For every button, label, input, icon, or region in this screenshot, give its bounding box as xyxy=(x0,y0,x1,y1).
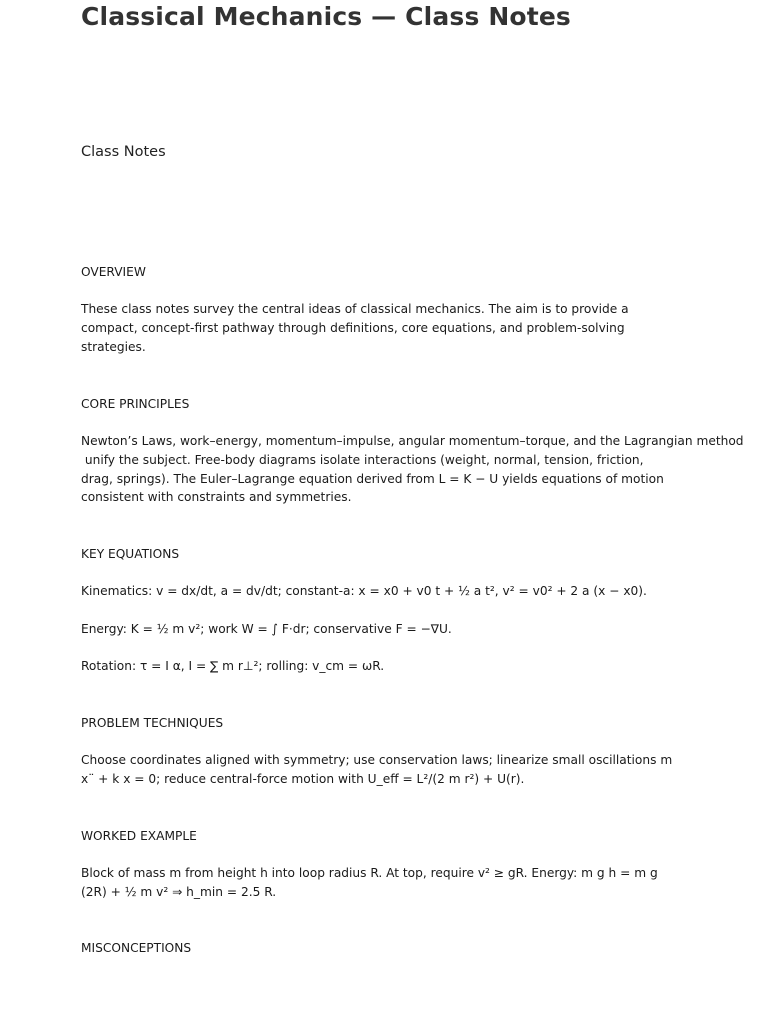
text-line: strategies. xyxy=(81,339,146,354)
section-heading-key-equations: KEY EQUATIONS xyxy=(81,547,180,561)
overview-paragraph xyxy=(81,300,629,356)
text-line: drag, springs). The Euler–Lagrange equation derived from L = K − U yields equations of motion xyxy=(81,471,664,486)
text-line: These class notes survey the central ideas of classical mechanics. The aim is to provide a xyxy=(81,302,629,316)
section-heading-overview: OVERVIEW xyxy=(81,265,146,279)
rotation-equation: Rotation: τ = I α, I = ∑ m r⊥²; rolling: v_cm = ωR. xyxy=(81,659,385,673)
section-heading-worked-example: WORKED EXAMPLE xyxy=(81,829,197,843)
text-line: Newton’s Laws, work–energy, momentum–impulse, angular momentum–torque, and the Lagrangian method xyxy=(81,434,744,448)
section-heading-problem-techniques: PROBLEM TECHNIQUES xyxy=(81,716,224,730)
kinematics-equation: Kinematics: v = dx/dt, a = dv/dt; constant-a: x = x0 + v0 t + ½ a t², v² = v0² + 2 a (x − x0). xyxy=(81,584,647,598)
problem-techniques-paragraph xyxy=(81,751,672,789)
text-line: x¨ + k x = 0; reduce central-force motion with U_eff = L²/(2 m r²) + U(r). xyxy=(81,771,525,786)
text-line: Block of mass m from height h into loop radius R. At top, require v² ≥ gR. Energy: m g h = m g xyxy=(81,866,658,880)
core-principles-paragraph xyxy=(81,432,744,507)
energy-equation: Energy: K = ½ m v²; work W = ∫ F·dr; conservative F = −∇U. xyxy=(81,622,452,636)
page-title: Classical Mechanics — Class Notes xyxy=(81,2,571,31)
section-heading-core-principles: CORE PRINCIPLES xyxy=(81,397,190,411)
worked-example-paragraph xyxy=(81,864,658,902)
text-line: Choose coordinates aligned with symmetry; use conservation laws; linearize small oscillations m xyxy=(81,753,673,767)
text-line: unify the subject. Free-body diagrams isolate interactions (weight, normal, tension, friction, xyxy=(81,452,644,467)
text-line: compact, concept-first pathway through definitions, core equations, and problem-solving xyxy=(81,320,625,335)
section-heading-misconceptions: MISCONCEPTIONS xyxy=(81,941,192,955)
page-subtitle: Class Notes xyxy=(81,144,166,160)
text-line: consistent with constraints and symmetries. xyxy=(81,490,352,505)
text-line: (2R) + ½ m v² ⇒ h_min = 2.5 R. xyxy=(81,884,277,899)
